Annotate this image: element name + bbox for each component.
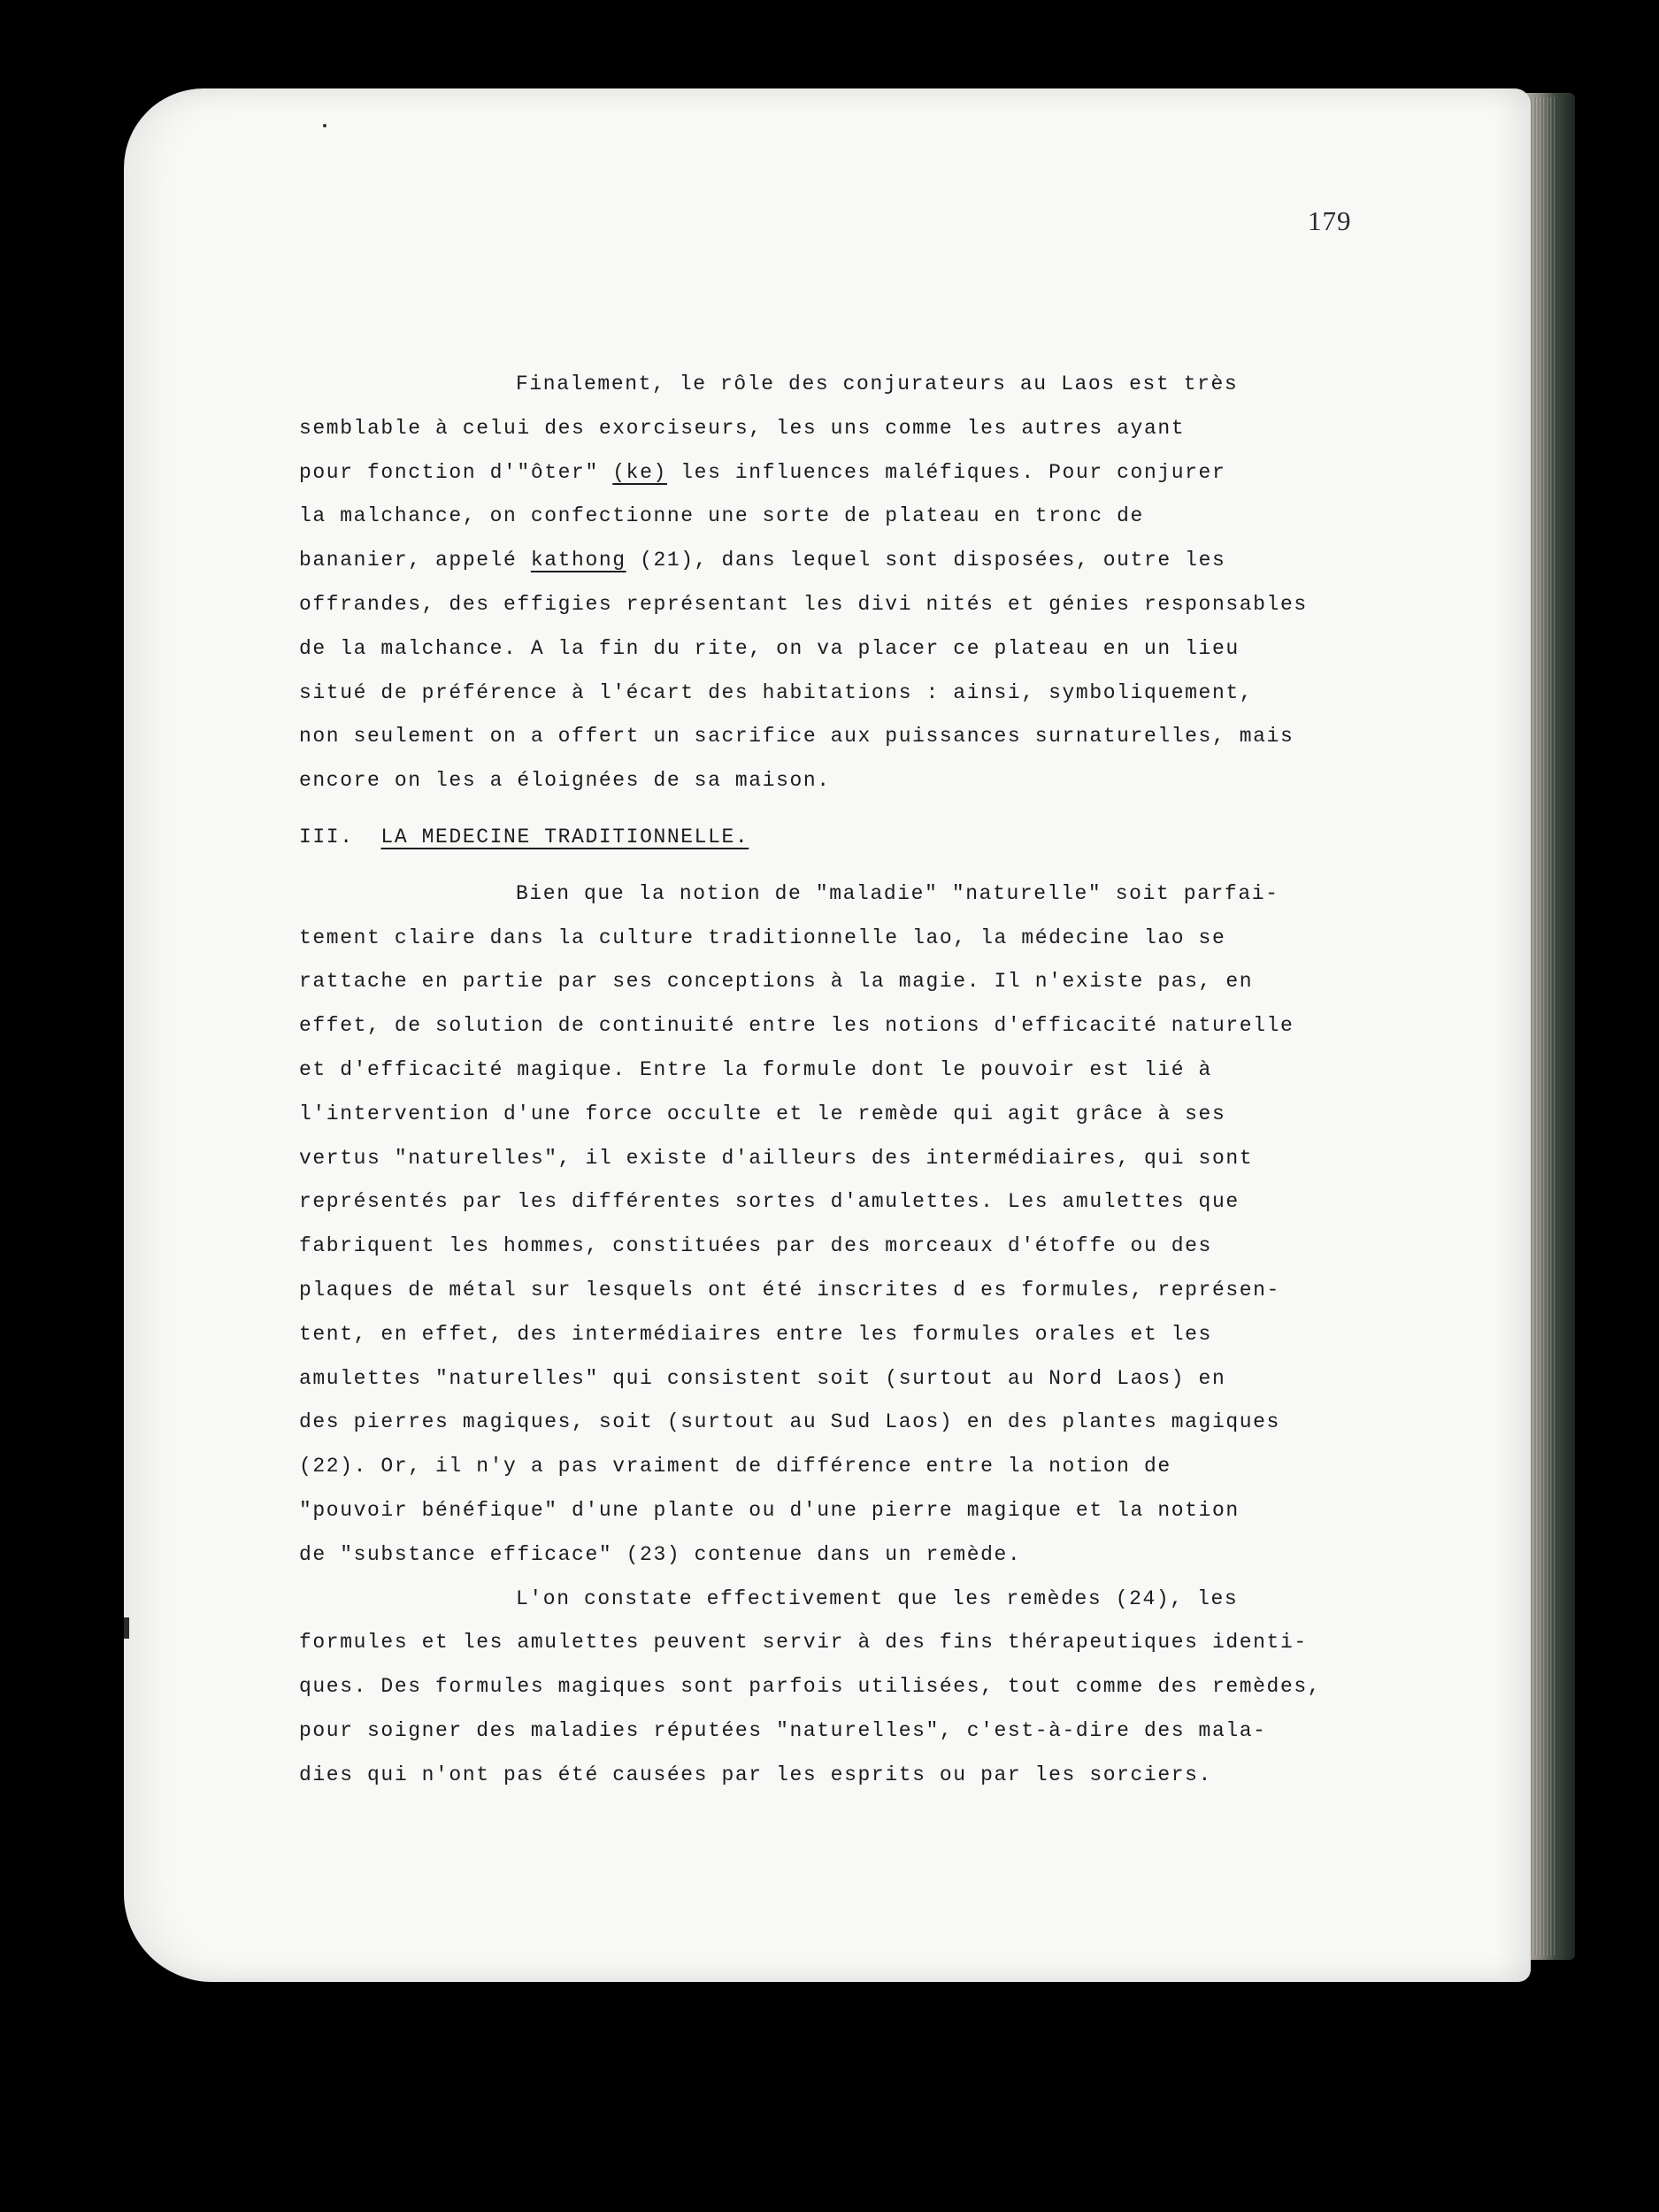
spacer [299,803,1396,816]
text-line: non seulement on a offert un sacrifice aux puissances surnaturelles, mais [299,725,1294,749]
section-title: LA MEDECINE TRADITIONNELLE. [380,825,749,849]
text-line: vertus "naturelles", il existe d'ailleurs des intermédiaires, qui sont [299,1146,1254,1170]
term-kathong: kathong [530,549,626,572]
section-heading [299,816,1396,860]
text-line: Bien que la notion de "maladie" "naturelle" soit parfai- [516,881,1279,905]
text-line: amulettes "naturelles" qui consistent soit (surtout au Nord Laos) en [299,1366,1226,1390]
text-line: (22). Or, il n'y a pas vraiment de différence entre la notion de [299,1455,1171,1479]
text-line: dies qui n'ont pas été causées par les esprits ou par les sorciers. [299,1763,1212,1786]
text-line: plaques de métal sur lesquels ont été inscrites d es formules, représen- [299,1278,1280,1302]
text-line: formules et les amulettes peuvent servir à des fins thérapeutiques identi- [299,1631,1308,1655]
text-line: semblable à celui des exorciseurs, les uns comme les autres ayant [299,416,1186,440]
text-line: de "substance efficace" (23) contenue dans un remède. [299,1542,1022,1566]
text-line: tement claire dans la culture traditionnelle lao, la médecine lao se [299,926,1226,949]
text-line: tent, en effet, des intermédiaires entre les formules orales et les [299,1322,1212,1346]
text-segment: pour fonction d'"ôter" [299,460,613,484]
text-line: offrandes, des effigies représentant les divi nités et génies responsables [299,592,1308,616]
text-line: l'intervention d'une force occulte et le remède qui agit grâce à ses [299,1102,1226,1125]
text-line: Finalement, le rôle des conjurateurs au Laos est très [516,373,1239,396]
text-line: situé de préférence à l'écart des habitations : ainsi, symboliquement, [299,680,1254,704]
spacer [299,860,1396,872]
text-line: effet, de solution de continuité entre les notions d'efficacité naturelle [299,1014,1294,1038]
text-segment: les influences maléfiques. Pour conjurer [666,460,1226,484]
page-number: 179 [1308,205,1352,236]
text-line: "pouvoir bénéfique" d'une plante ou d'une pierre magique et la notion [299,1498,1240,1522]
text-line: pour soigner des maladies réputées "naturelles", c'est-à-dire des mala- [299,1718,1267,1742]
text-line: rattache en partie par ses conceptions à la magie. Il n'existe pas, en [299,970,1254,994]
ink-speck [323,124,326,127]
term-ke: (ke) [612,460,667,484]
text-line: L'on constate effectivement que les remèdes (24), les [516,1586,1239,1610]
text-line: de la malchance. A la fin du rite, on va placer ce plateau en un lieu [299,636,1240,660]
text-segment: (21), dans lequel sont disposées, outre les [626,549,1226,572]
text-line: la malchance, on confectionne une sorte de plateau en tronc de [299,504,1144,528]
text-line: fabriquent les hommes, constituées par des morceaux d'étoffe ou des [299,1234,1212,1258]
text-line: encore on les a éloignées de sa maison. [299,769,831,793]
text-line: des pierres magiques, soit (surtout au Sud Laos) en des plantes magiques [299,1410,1280,1434]
text-line: et d'efficacité magique. Entre la formule dont le pouvoir est lié à [299,1057,1212,1081]
text-segment: bananier, appelé [299,549,531,572]
section-numeral: III. [299,825,354,849]
body-text [299,363,1396,1798]
text-line: ques. Des formules magiques sont parfois utilisées, tout comme des remèdes, [299,1675,1322,1699]
margin-mark [124,1617,129,1639]
text-line: représentés par les différentes sortes d'amulettes. Les amulettes que [299,1190,1240,1214]
text-line [299,539,1396,583]
text-line [299,451,1396,495]
